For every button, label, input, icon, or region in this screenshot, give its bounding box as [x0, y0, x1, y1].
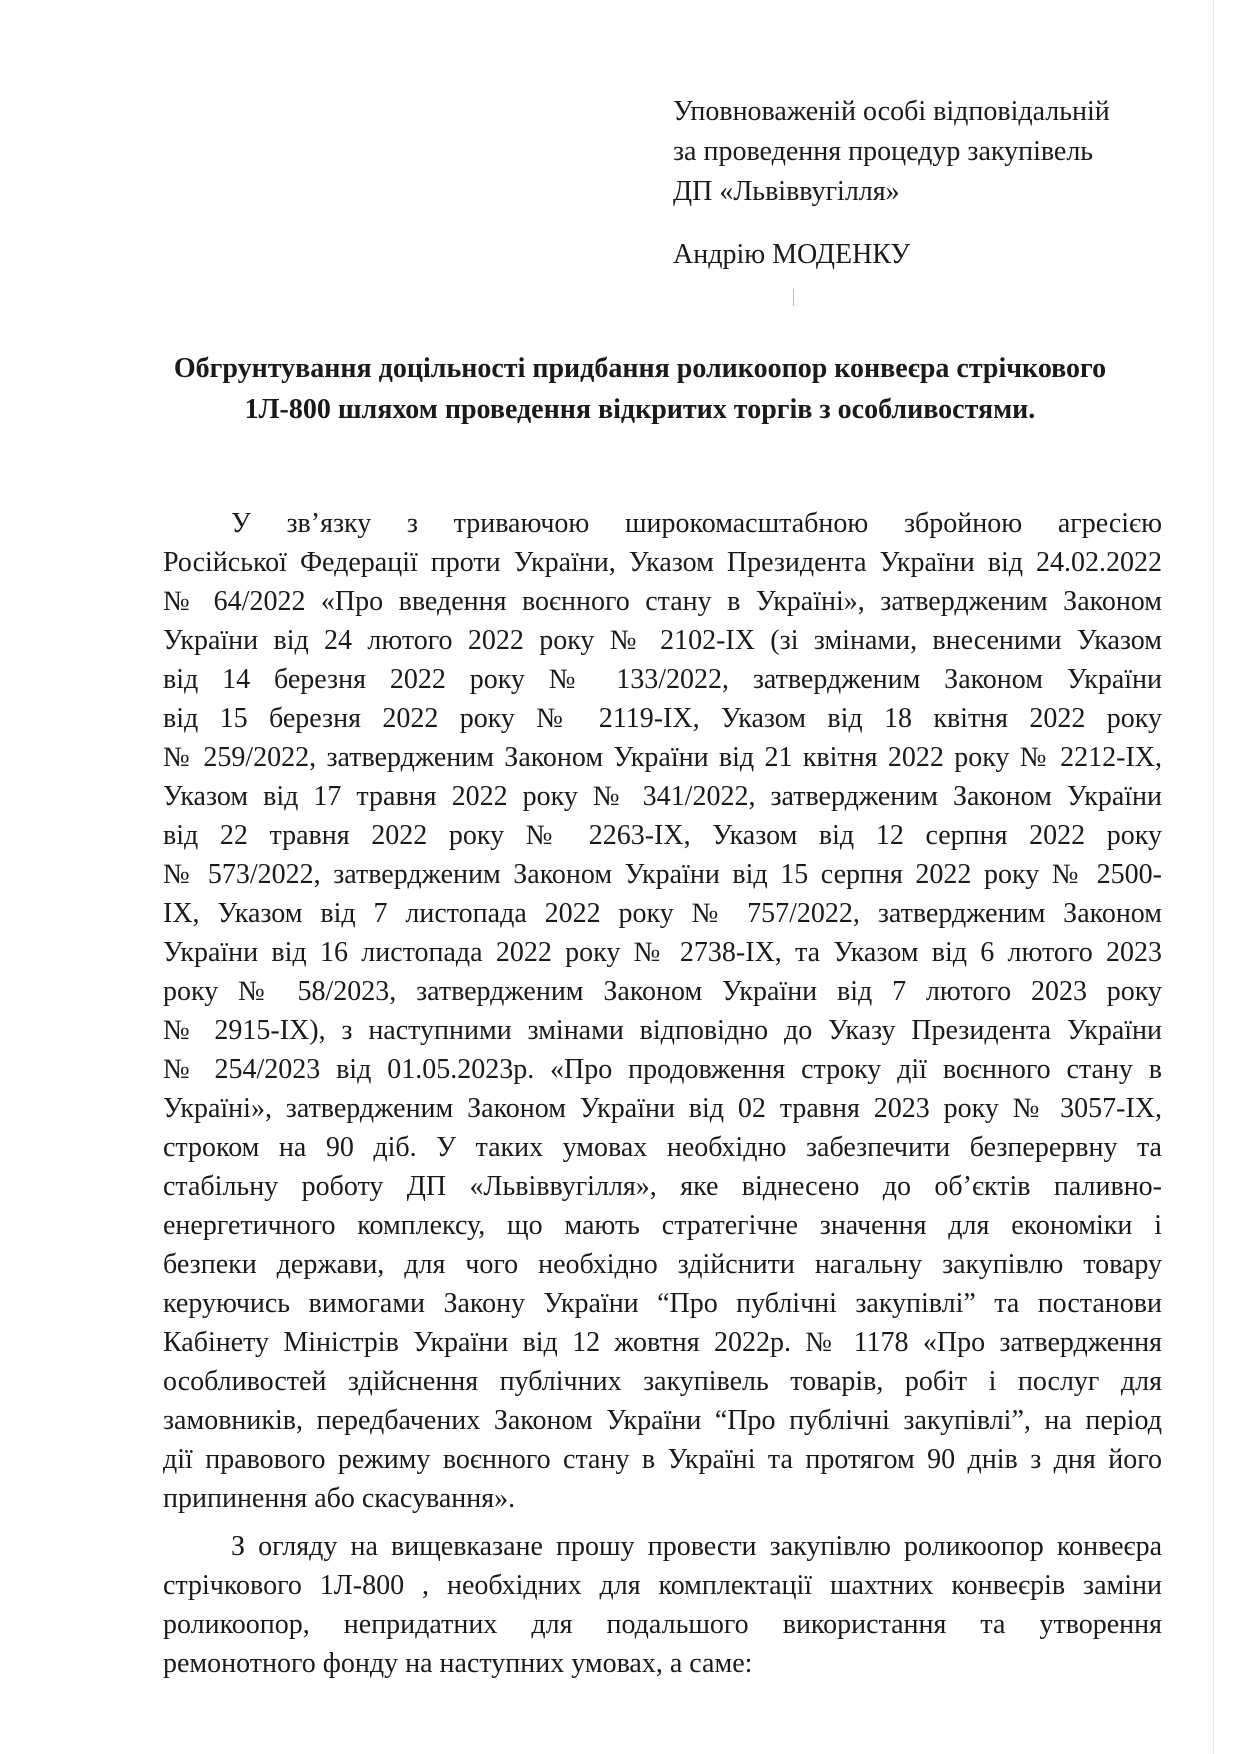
paragraph-line: року № 58/2023, затвердженим Законом України від 7 лютого 2023 року — [163, 976, 1162, 1007]
addressee-line: Уповноваженій особі відповідальній — [673, 96, 1110, 127]
scan-mark — [793, 289, 794, 306]
document-title — [140, 348, 1140, 430]
paragraph-line: З огляду на вищевказане прошу провести закупівлю роликоопор конвеєра — [231, 1531, 1162, 1562]
paragraph-line: особливостей здійснення публічних закупівель товарів, робіт і послуг для — [163, 1366, 1162, 1397]
paragraph-line: України від 16 листопада 2022 року № 2738-IX, та Указом від 6 лютого 2023 — [163, 937, 1162, 968]
addressee-line: ДП «Львіввугілля» — [673, 176, 900, 207]
paragraph-line: стрічкового 1Л-800 , необхідних для комплектації шахтних конвеєрів заміни — [163, 1570, 1162, 1601]
paragraph-line: № 259/2022, затвердженим Законом України від 21 квітня 2022 року № 2212-IX, — [163, 742, 1162, 773]
paragraph-line: IX, Указом від 7 листопада 2022 року № 757/2022, затвердженим Законом — [163, 898, 1162, 929]
paragraph-line: від 15 березня 2022 року № 2119-IX, Указом від 18 квітня 2022 року — [163, 703, 1162, 734]
paragraph-2 — [163, 1527, 1162, 1683]
paragraph-line: України від 24 лютого 2022 року № 2102-IX (зі змінами, внесеними Указом — [163, 625, 1162, 656]
paragraph-1 — [163, 504, 1162, 1518]
paragraph-gap — [163, 1518, 1162, 1527]
paragraph-line: Російської Федерації проти України, Указом Президента України від 24.02.2022 — [163, 547, 1162, 578]
paragraph-line: № 64/2022 «Про введення воєнного стану в Україні», затвердженим Законом — [163, 586, 1162, 617]
paragraph-line: від 22 травня 2022 року № 2263-IX, Указом від 12 серпня 2022 року — [163, 820, 1162, 851]
paragraph-line: замовників, передбачених Законом України “Про публічні закупівлі”, на період — [163, 1405, 1162, 1436]
scan-edge-line — [1213, 0, 1214, 1754]
document-body — [163, 504, 1162, 1683]
addressee-name: Андрію МОДЕНКУ — [673, 239, 911, 270]
paragraph-line: ремонотного фонду на наступних умовах, а саме: — [163, 1648, 753, 1679]
paragraph-line: № 254/2023 від 01.05.2023р. «Про продовження строку дії воєнного стану в — [163, 1054, 1162, 1085]
paragraph-line: енергетичного комплексу, що мають стратегічне значення для економіки і — [163, 1210, 1162, 1241]
paragraph-line: роликоопор, непридатних для подальшого використання та утворення — [163, 1609, 1162, 1640]
addressee-block — [673, 92, 1110, 275]
addressee-line: за проведення процедур закупівель — [673, 136, 1094, 167]
paragraph-line: № 573/2022, затвердженим Законом України від 15 серпня 2022 року № 2500- — [163, 859, 1162, 890]
paragraph-line: Указом від 17 травня 2022 року № 341/2022, затвердженим Законом України — [163, 781, 1162, 812]
title-line: Обгрунтування доцільності придбання роликоопор конвеєра стрічкового — [173, 353, 1107, 384]
paragraph-line: безпеки держави, для чого необхідно здійснити нагальну закупівлю товару — [163, 1249, 1162, 1280]
paragraph-line: керуючись вимогами Закону України “Про публічні закупівлі” та постанови — [163, 1288, 1162, 1319]
paragraph-line: дії правового режиму воєнного стану в Україні та протягом 90 днів з дня його — [163, 1444, 1162, 1475]
paragraph-line: припинення або скасування». — [163, 1483, 516, 1514]
paragraph-line: від 14 березня 2022 року № 133/2022, затвердженим Законом України — [163, 664, 1162, 695]
paragraph-line: Кабінету Міністрів України від 12 жовтня 2022р. № 1178 «Про затвердження — [163, 1327, 1162, 1358]
paragraph-line: У зв’язку з триваючою широкомасштабною збройною агресією — [231, 508, 1162, 539]
paragraph-line: № 2915-IX), з наступними змінами відповідно до Указу Президента України — [163, 1015, 1162, 1046]
title-line: 1Л-800 шляхом проведення відкритих торгів з особливостями. — [244, 394, 1036, 425]
paragraph-line: стабільну роботу ДП «Львіввугілля», яке віднесено до об’єктів паливно- — [163, 1171, 1162, 1202]
paragraph-line: строком на 90 діб. У таких умовах необхідно забезпечити безперервну та — [163, 1132, 1162, 1163]
paragraph-line: Україні», затвердженим Законом України від 02 травня 2023 року № 3057-IX, — [163, 1093, 1162, 1124]
